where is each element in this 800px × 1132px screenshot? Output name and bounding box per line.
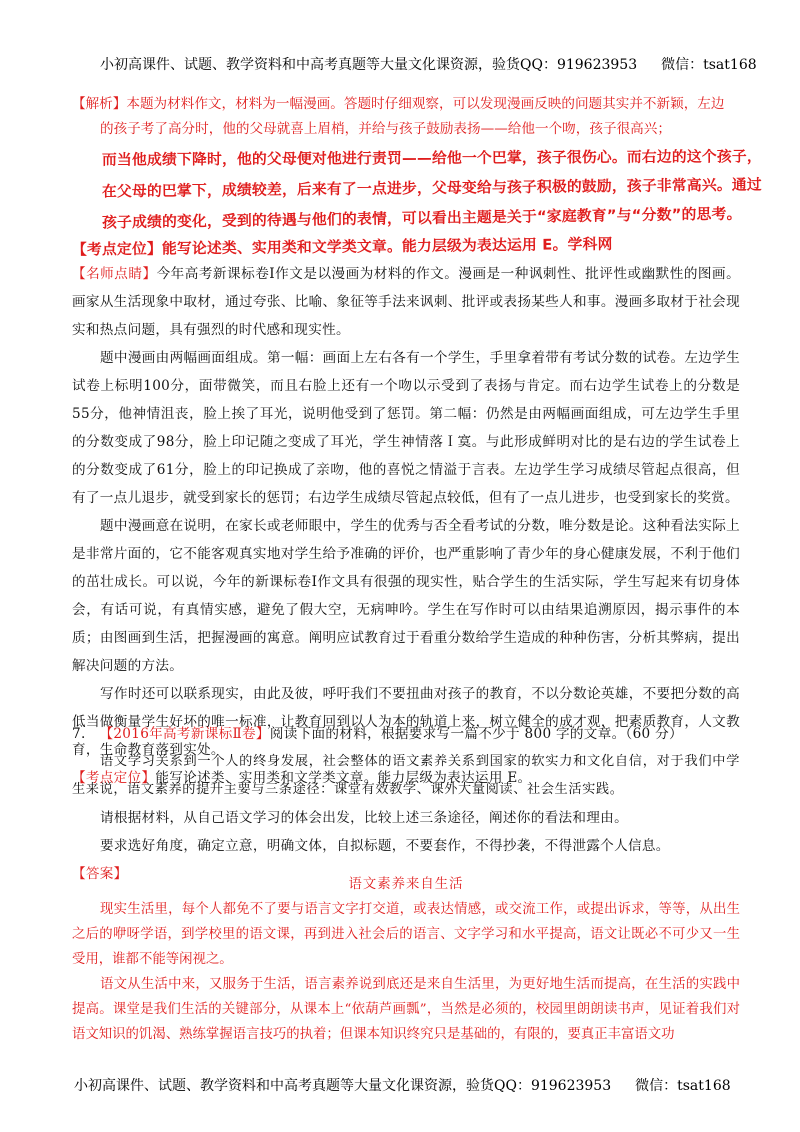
- q7-stem: 7. 【2016年高考新课标Ⅱ卷】阅读下面的材料，根据要求写一篇不少于 800 字的文章。（60 分）: [72, 726, 683, 742]
- teacher-kaodian: 【考点定位】能写论述类、实用类和文学类文章。能力层级为表达运用 E。: [72, 770, 532, 786]
- essay-title: 语文素养来自生活: [348, 877, 464, 892]
- essay-paragraph-2: 语文从生活中来，又服务于生活，语言素养说到底还是来自生活里，为更好地生活而提高，在生活的实践中提高。课堂是我们生活的关键部分，从课本上“依葫芦画瓢”，当然是必须的，校园里朗朗读书声，见证着我们对语文知识的饥渴、熟练掌握语言技巧的执着；但课本知识终究只是基础的，有限的，要真正丰富语文功: [72, 977, 740, 1042]
- analysis-tag: 【解析】: [72, 96, 127, 112]
- teacher-section: [72, 260, 740, 792]
- footer-wechat: 微信：tsat168: [635, 1078, 731, 1094]
- essay-paragraph-1: 现实生活里，每个人都免不了要与语言文字打交道，或表达情感，或交流工作，或提出诉求，等等，从出生之后的咿呀学语，到学校里的语文课，再到进入社会后的语言、文字学习和水平提高，语文让既必不可少又一生受用，谁都不能等闲视之。: [72, 902, 740, 967]
- q7-source-tag: 【2016年高考新课标Ⅱ卷】: [99, 726, 270, 742]
- handwritten-line-4: 【考点定位】能写论述类、实用类和文学类文章。能力层级为表达运用 E。学科网: [71, 235, 613, 259]
- question-7: [72, 720, 740, 888]
- q7-number: 7.: [72, 726, 86, 742]
- handwritten-line-2: 在父母的巴掌下，成绩较差，后来有了一点进步，父母变给与孩子积极的鼓励，孩子非常高兴。通过: [101, 176, 762, 201]
- essay: [72, 872, 740, 1047]
- handwritten-line-1: 而当他成绩下降时，他的父母便对他进行责罚——给他一个巴掌，孩子很伤心。而右边的这个孩子，: [101, 148, 762, 169]
- analysis-section: [72, 92, 740, 142]
- q7-requirement-1: 请根据材料，从自己语文学习的体会出发，比较上述三条途径，阐述你的看法和理由。: [100, 810, 628, 826]
- teacher-paragraph-2: 题中漫画由两幅画面组成。第一幅：画面上左右各有一个学生，手里拿着带有考试分数的试卷。左边学生试卷上标明100分，面带微笑，而且右脸上还有一个吻以示受到了表扬与肯定。而右边学生试卷上的分数是55分，他神情沮丧，脸上挨了耳光，说明他受到了惩罚。第二幅：仍然是由两幅画面组成，可左边学生手里的分数变成了98分，脸上印记随之变成了耳光，学生神情落Ｉ寞。与此形成鲜明对比的是右边的学生试卷上的分数变成了61分，脸上的印记换成了亲吻，他的喜悦之情溢于言表。左边学生学习成绩尽管起点很高，但有了一点儿退步，就受到家长的惩罚；右边学生成绩尽管起点较低，但有了一点儿进步，也受到家长的奖赏。: [72, 350, 740, 506]
- teacher-paragraph-3: 题中漫画意在说明，在家长或老师眼中，学生的优秀与否全看考试的分数，唯分数是论。这种看法实际上是非常片面的，它不能客观真实地对学生给予准确的评价，也严重影响了青少年的身心健康发展，不利于他们的茁壮成长。可以说，今年的新课标卷Ⅰ作文具有很强的现实性，贴合学生的生活实际，学生写起来有切身体会，有话可说，有真情实感，避免了假大空，无病呻吟。学生在写作时可以由结果追溯原因，揭示事件的本质；由图画到生活，把握漫画的寓意。阐明应试教育过于看重分数给学生造成的种种伤害，分析其弊病，提出解决问题的方法。: [72, 518, 740, 674]
- kaodian-tag: 【考点定位】: [72, 770, 156, 786]
- footer-text: 小初高课件、试题、教学资料和中高考真题等大量文化课资源，验货QQ：919623953: [74, 1078, 612, 1094]
- teacher-tag: 【名师点睛】: [72, 266, 157, 282]
- header-text: 小初高课件、试题、教学资料和中高考真题等大量文化课资源，验货QQ：919623953: [100, 57, 638, 73]
- handwritten-kaodian: [72, 232, 740, 262]
- teacher-paragraph-1: 【名师点睛】今年高考新课标卷Ⅰ作文是以漫画为材料的作文。漫画是一种讽刺性、批评性或幽默性的图画。画家从生活现象中取材，通过夸张、比喻、象征等手法来讽刺、批评或表扬某些人和事。漫画多取材于社会现实和热点问题，具有强烈的时代感和现实性。: [72, 266, 740, 338]
- analysis-line-2: 的孩子考了高分时，他的父母就喜上眉梢，并给与孩子鼓励表扬——给他一个吻，孩子很高兴；: [100, 121, 671, 137]
- handwritten-line-3: 孩子成绩的变化，受到的待遇与他们的表情，可以看出主题是关于“家庭教育”与“分数”的思考。: [101, 205, 742, 232]
- header-wechat: 微信：tsat168: [661, 57, 757, 73]
- q7-requirement-2: 要求选好角度，确定立意，明确文体，自拟标题，不要套作，不得抄袭，不得泄露个人信息。: [100, 838, 670, 854]
- page-footer: [74, 1076, 731, 1096]
- handwritten-analysis: [101, 144, 762, 234]
- answer-tag: 【答案】: [72, 866, 128, 882]
- analysis-line-1: 【解析】本题为材料作文，材料为一幅漫画。答题时仔细观察，可以发现漫画反映的问题其实并不新颖，左边: [72, 96, 725, 112]
- page-header: [100, 55, 757, 75]
- teacher-paragraph-4: 写作时还可以联系现实，由此及彼，呼吁我们不要扭曲对孩子的教育，不以分数论英雄，不要把分数的高低当做衡量学生好坏的唯一标准，让教育回到以人为本的轨道上来，树立健全的成才观，把素质教育，人文教育，生命教育落到实处。: [72, 686, 740, 758]
- q7-material: 语文学习关系到一个人的终身发展，社会整体的语文素养关系到国家的软实力和文化自信，对于我们中学生来说，语文素养的提升主要与三条途径：课堂有效教学、课外大量阅读、社会生活实践。: [72, 754, 740, 797]
